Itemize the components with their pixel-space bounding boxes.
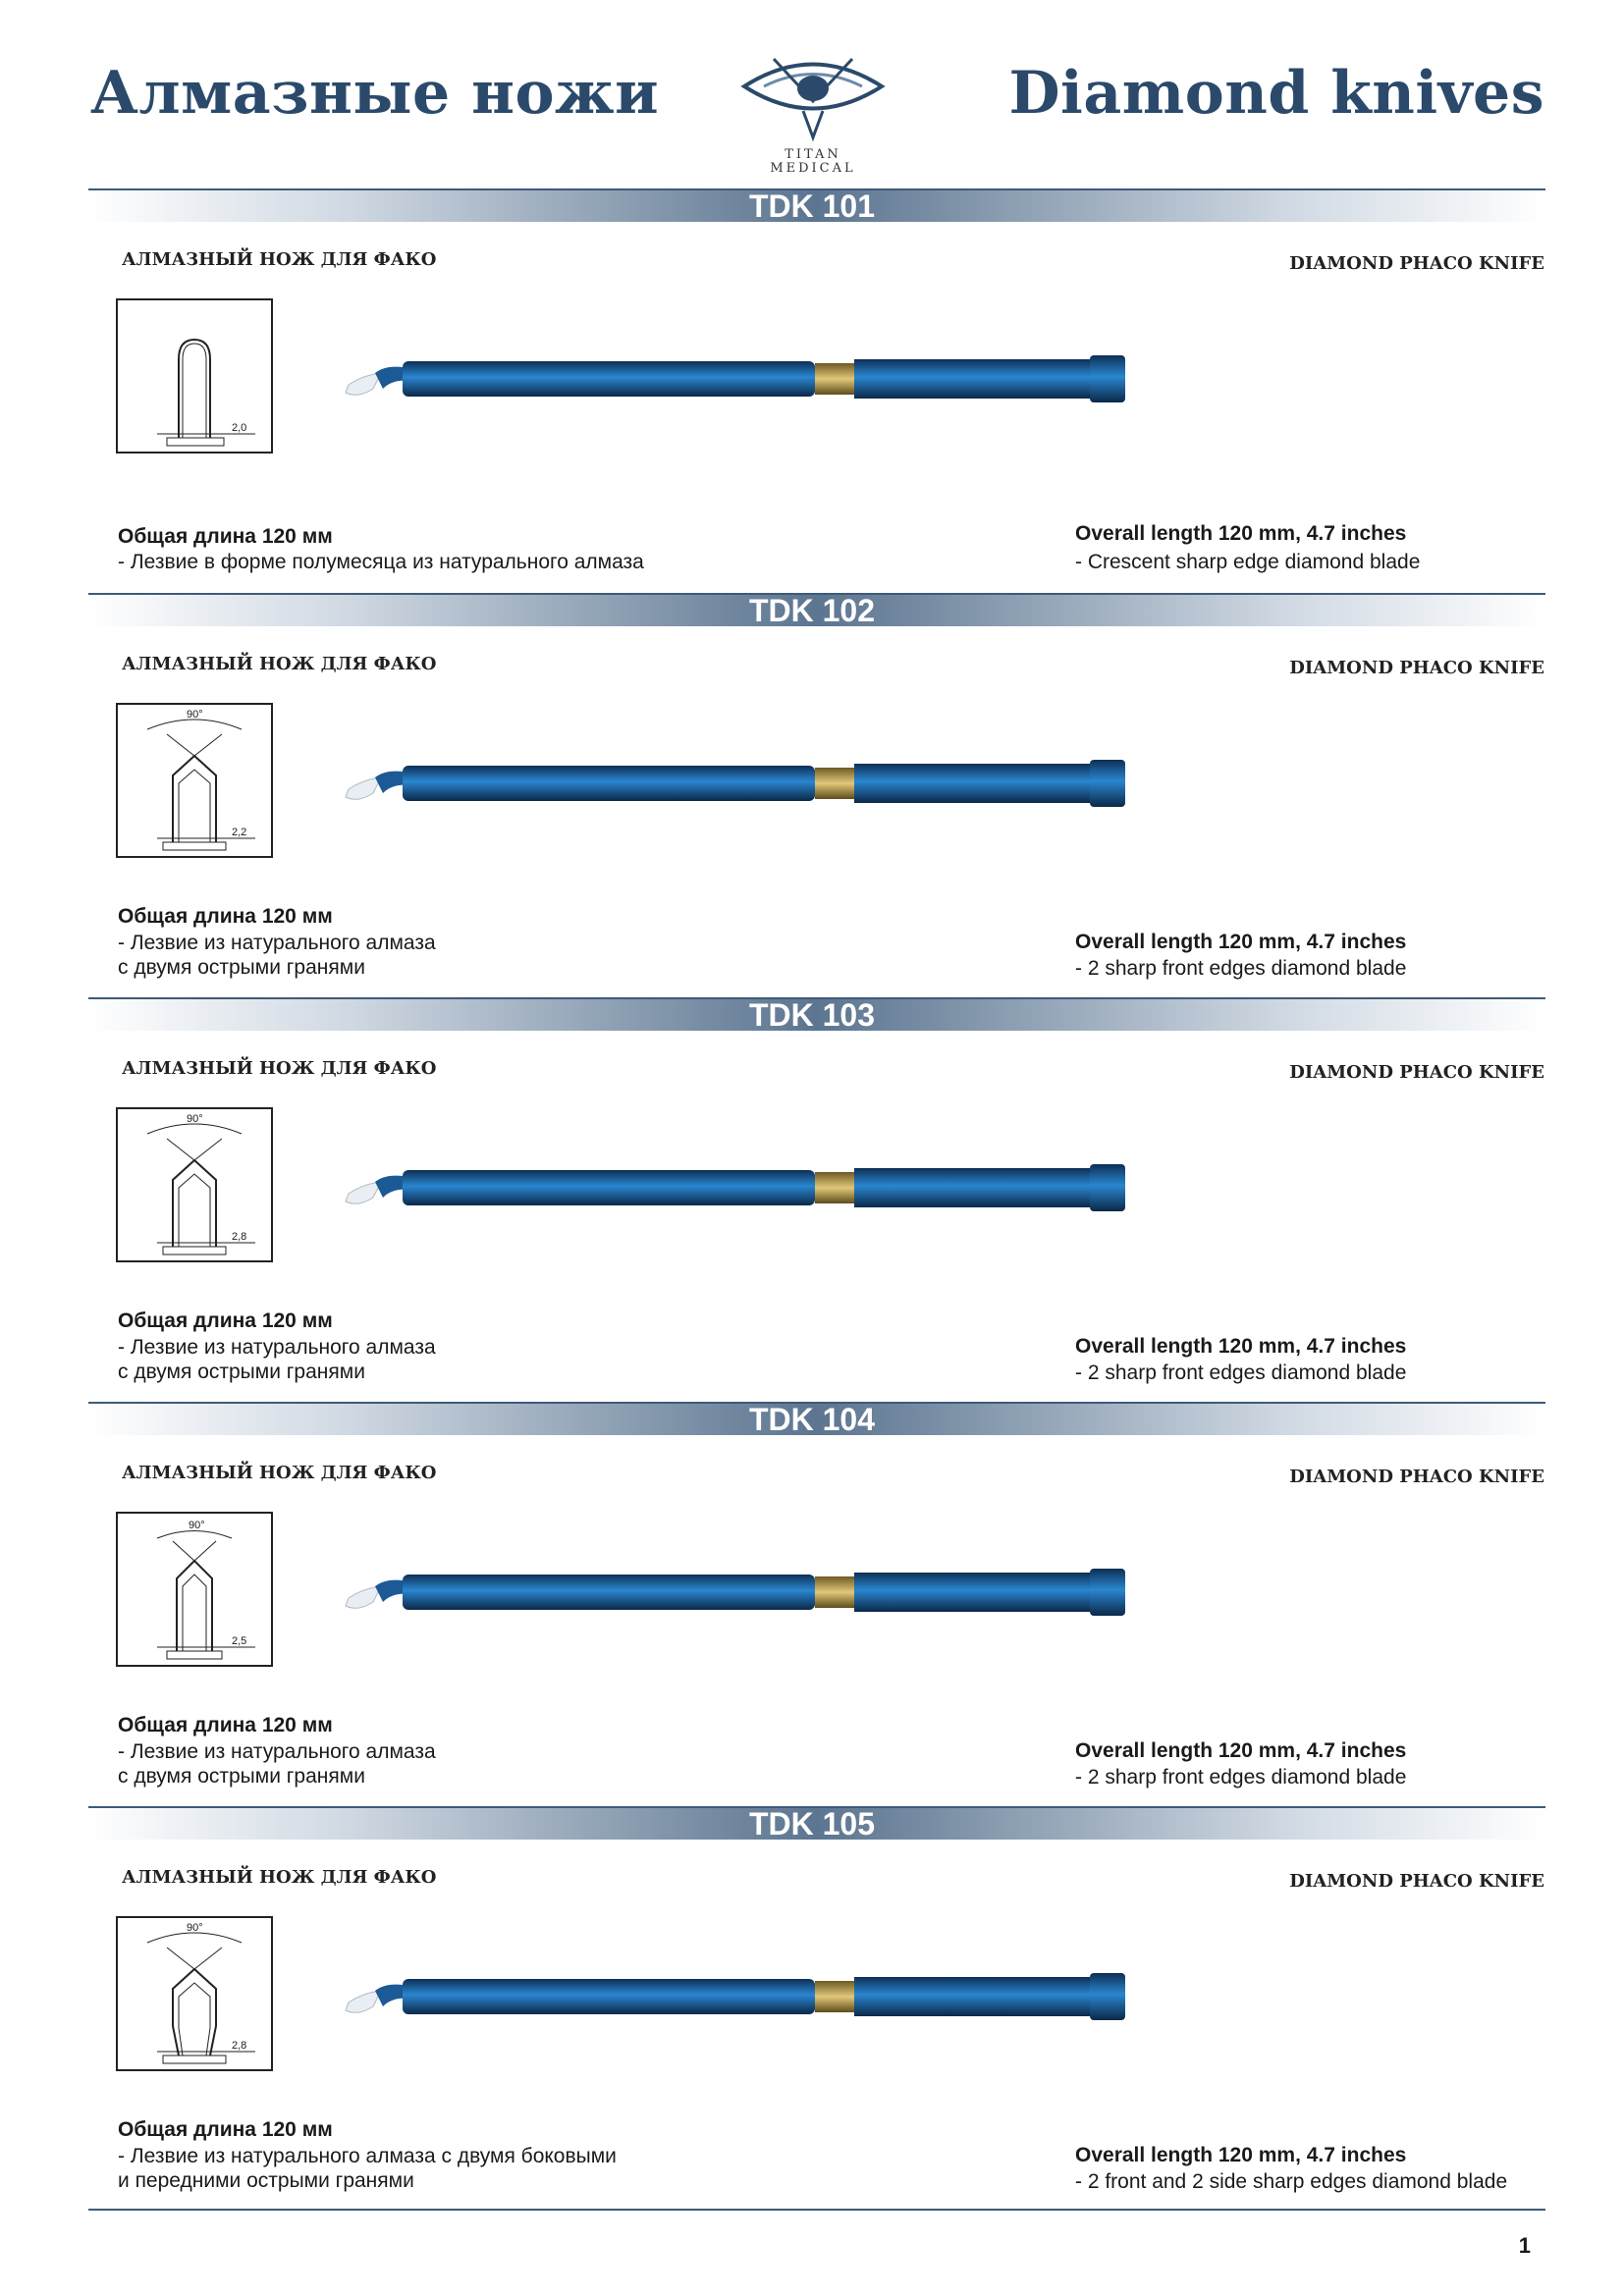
page-number: 1 (1518, 2233, 1531, 2258)
description-ru-line2: и передними острыми гранями (118, 2169, 414, 2192)
length-en: Overall length 120 mm, 4.7 inches (1075, 931, 1407, 953)
four-edge-blade-drawing (118, 1918, 271, 2069)
two-edge-blade-drawing (118, 1514, 271, 1665)
logo-text-titan: TITAN (785, 147, 841, 162)
knife-image (334, 1944, 1316, 2081)
product-label-ru: АЛМАЗНЫЙ НОЖ ДЛЯ ФАКО (122, 1463, 437, 1483)
length-en: Overall length 120 mm, 4.7 inches (1075, 2144, 1407, 2166)
product-section-tdk105 (0, 1806, 1624, 2211)
description-ru-line2: с двумя острыми гранями (118, 1361, 365, 1383)
blade-diagram (116, 1916, 273, 2071)
description-en: - 2 sharp front edges diamond blade (1075, 1362, 1407, 1384)
blade-diagram (116, 298, 273, 454)
blade-width-value: 2,2 (232, 827, 247, 838)
description-en: - 2 front and 2 side sharp edges diamond blade (1075, 2170, 1508, 2193)
length-ru: Общая длина 120 мм (118, 905, 333, 928)
titan-medical-logo (734, 57, 892, 179)
knife-image (334, 1539, 1316, 1677)
blade-width-value: 2,8 (232, 2040, 247, 2052)
knife-image (334, 730, 1316, 868)
description-ru-line1: - Лезвие из натурального алмаза с двумя боковыми (118, 2145, 617, 2167)
length-ru: Общая длина 120 мм (118, 1309, 333, 1332)
product-label-en: DIAMOND PHACO KNIFE (1289, 253, 1544, 274)
knife-image (334, 326, 1316, 463)
blade-diagram (116, 1107, 273, 1262)
product-section-tdk101 (0, 188, 1624, 593)
blade-diagram (116, 703, 273, 858)
product-label-en: DIAMOND PHACO KNIFE (1289, 1467, 1544, 1487)
product-label-ru: АЛМАЗНЫЙ НОЖ ДЛЯ ФАКО (122, 654, 437, 674)
logo-text-medical: MEDICAL (770, 161, 856, 176)
product-label-ru: АЛМАЗНЫЙ НОЖ ДЛЯ ФАКО (122, 1867, 437, 1888)
description-ru-line1: - Лезвие из натурального алмаза (118, 1336, 436, 1359)
description-ru-line1: - Лезвие в форме полумесяца из натурального алмаза (118, 551, 644, 573)
product-code: TDK 101 (748, 188, 876, 224)
product-label-en: DIAMOND PHACO KNIFE (1289, 1871, 1544, 1892)
description-en: - 2 sharp front edges diamond blade (1075, 1766, 1407, 1789)
product-code: TDK 105 (748, 1806, 876, 1842)
knife-image (334, 1135, 1316, 1272)
description-en: - 2 sharp front edges diamond blade (1075, 957, 1407, 980)
product-section-tdk102 (0, 593, 1624, 997)
blade-width-value: 2,0 (232, 422, 247, 434)
description-ru-line2: с двумя острыми гранями (118, 1765, 365, 1788)
length-en: Overall length 120 mm, 4.7 inches (1075, 1739, 1407, 1762)
footer-divider (88, 2209, 1545, 2211)
product-section-tdk103 (0, 997, 1624, 1402)
product-section-tdk104 (0, 1402, 1624, 1806)
blade-diagram (116, 1512, 273, 1667)
blade-width-value: 2,5 (232, 1635, 247, 1647)
description-en: - Crescent sharp edge diamond blade (1075, 551, 1421, 573)
length-ru: Общая длина 120 мм (118, 2118, 333, 2141)
description-ru-line2: с двумя острыми гранями (118, 956, 365, 979)
crescent-blade-drawing (118, 300, 271, 452)
eye-logo-icon (734, 57, 892, 147)
length-en: Overall length 120 mm, 4.7 inches (1075, 522, 1407, 545)
blade-angle-value: 90° (187, 709, 203, 721)
description-ru-line1: - Лезвие из натурального алмаза (118, 932, 436, 954)
blade-angle-value: 90° (187, 1922, 203, 1934)
length-ru: Общая длина 120 мм (118, 1714, 333, 1736)
description-ru-line1: - Лезвие из натурального алмаза (118, 1740, 436, 1763)
page-title-ru: Алмазные ножи (90, 59, 660, 128)
product-label-ru: АЛМАЗНЫЙ НОЖ ДЛЯ ФАКО (122, 1058, 437, 1079)
two-edge-blade-drawing (118, 1109, 271, 1260)
two-edge-blade-drawing (118, 705, 271, 856)
page-title-en: Diamond knives (1008, 59, 1544, 128)
product-label-en: DIAMOND PHACO KNIFE (1289, 1062, 1544, 1083)
product-code: TDK 102 (748, 593, 876, 628)
product-label-en: DIAMOND PHACO KNIFE (1289, 658, 1544, 678)
blade-angle-value: 90° (187, 1113, 203, 1125)
product-label-ru: АЛМАЗНЫЙ НОЖ ДЛЯ ФАКО (122, 249, 437, 270)
blade-width-value: 2,8 (232, 1231, 247, 1243)
length-en: Overall length 120 mm, 4.7 inches (1075, 1335, 1407, 1358)
product-code: TDK 103 (748, 997, 876, 1033)
product-code: TDK 104 (748, 1402, 876, 1437)
length-ru: Общая длина 120 мм (118, 525, 333, 548)
blade-angle-value: 90° (189, 1520, 205, 1531)
